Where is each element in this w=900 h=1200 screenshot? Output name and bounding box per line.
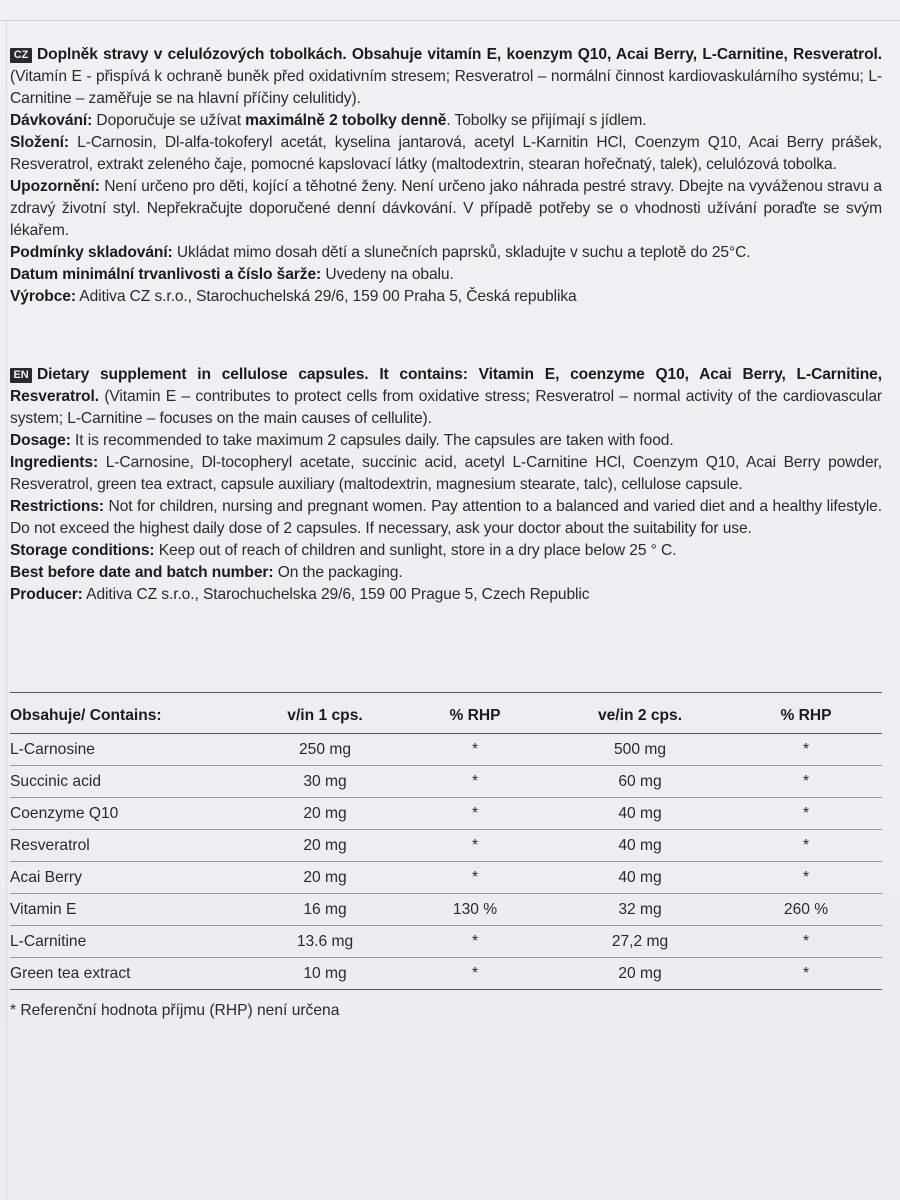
rhp-1-capsule: * [400, 734, 550, 766]
amount-1-capsule: 30 mg [250, 766, 400, 798]
rhp-2-capsules: * [730, 798, 882, 830]
rhp-1-capsule: 130 % [400, 894, 550, 926]
ingredient-name: Succinic acid [10, 766, 250, 798]
table-row [10, 958, 882, 990]
ingredient-name: Resveratrol [10, 830, 250, 862]
ingredient-name: Green tea extract [10, 958, 250, 990]
table-row [10, 894, 882, 926]
ingredient-name: Acai Berry [10, 862, 250, 894]
cz-expiry [10, 264, 882, 286]
en-flag-icon: EN [10, 368, 32, 383]
en-expiry-label: Best before date and batch number: [10, 564, 274, 581]
cz-producer-text: Aditiva CZ s.r.o., Starochuchelská 29/6, 159 00 Praha 5, Česká republika [75, 288, 577, 305]
ingredient-name: Coenzyme Q10 [10, 798, 250, 830]
table-row [10, 798, 882, 830]
amount-1-capsule: 16 mg [250, 894, 400, 926]
label-top-edge [0, 20, 900, 21]
english-section [10, 364, 882, 606]
czech-section [10, 44, 882, 308]
en-dosage-label: Dosage: [10, 432, 71, 449]
en-storage-label: Storage conditions: [10, 542, 155, 559]
amount-1-capsule: 250 mg [250, 734, 400, 766]
table-header-row [10, 703, 882, 734]
en-restrictions [10, 496, 882, 540]
en-ingredients [10, 452, 882, 496]
rhp-1-capsule: * [400, 958, 550, 990]
en-intro-heading: Dietary supplement in cellulose capsules. It contains: Vitamin E, coenzyme Q10, Acai Berry, L-Carnitine, Resveratrol. [10, 366, 882, 405]
en-dosage [10, 430, 882, 452]
amount-1-capsule: 20 mg [250, 830, 400, 862]
en-storage [10, 540, 882, 562]
composition-table-container [10, 692, 882, 990]
amount-2-capsules: 40 mg [550, 798, 730, 830]
en-restrictions-label: Restrictions: [10, 498, 105, 515]
table-row [10, 862, 882, 894]
cz-dosage-label: Dávkování: [10, 112, 93, 129]
cz-dosage-text-end: . Tobolky se přijímají s jídlem. [446, 112, 647, 129]
cz-dosage-emphasis: maximálně 2 tobolky denně [245, 112, 447, 129]
header-contains: Obsahuje/ Contains: [10, 703, 250, 734]
en-ingredients-text: L-Carnosine, Dl-tocopheryl acetate, succinic acid, acetyl L-Carnitine HCl, Coenzym Q10, Acai Berry powder, Resveratrol, green tea extract, capsule auxiliary (maltodextrin, magnesium stearate, talc), cellulose capsule. [10, 454, 882, 493]
cz-dosage-text: Doporučuje se užívat [92, 112, 246, 129]
rhp-1-capsule: * [400, 926, 550, 958]
amount-2-capsules: 40 mg [550, 862, 730, 894]
cz-intro-text: (Vitamín E - přispívá k ochraně buněk před oxidativním stresem; Resveratrol – normální činnost kardiovaskulárního systému; L-Carnitine – zaměřuje se na hlavní příčiny celulitidy). [10, 68, 882, 107]
table-row [10, 766, 882, 798]
rhp-2-capsules: * [730, 958, 882, 990]
cz-warning [10, 176, 882, 242]
amount-1-capsule: 20 mg [250, 862, 400, 894]
cz-flag-icon: CZ [10, 48, 32, 63]
composition-table [10, 703, 882, 990]
ingredient-name: Vitamin E [10, 894, 250, 926]
rhp-2-capsules: * [730, 734, 882, 766]
cz-warning-label: Upozornění: [10, 178, 100, 195]
cz-producer [10, 286, 882, 308]
rhp-1-capsule: * [400, 798, 550, 830]
label-left-edge [6, 20, 7, 1200]
en-ingredients-label: Ingredients: [10, 454, 99, 471]
amount-1-capsule: 10 mg [250, 958, 400, 990]
cz-ingredients [10, 132, 882, 176]
cz-storage-label: Podmínky skladování: [10, 244, 173, 261]
ingredient-name: L-Carnitine [10, 926, 250, 958]
header-rhp-1: % RHP [400, 703, 550, 734]
en-intro [10, 364, 882, 430]
amount-2-capsules: 32 mg [550, 894, 730, 926]
cz-producer-label: Výrobce: [10, 288, 76, 305]
rhp-2-capsules: * [730, 766, 882, 798]
cz-warning-text: Není určeno pro děti, kojící a těhotné ženy. Není určeno jako náhrada pestré stravy. Dbejte na vyváženou stravu a zdravý životní styl. Nepřekračujte doporučené denní dávkování. V případě potřeby se o vhodnosti užívání poraďte se svým lékařem. [10, 178, 882, 239]
amount-2-capsules: 500 mg [550, 734, 730, 766]
cz-intro-heading: Doplněk stravy v celulózových tobolkách. Obsahuje vitamín E, koenzym Q10, Acai Berry, L-Carnitine, Resveratrol. [37, 46, 882, 63]
en-restrictions-text: Not for children, nursing and pregnant women. Pay attention to a balanced and varied diet and a healthy lifestyle. Do not exceed the highest daily dose of 2 capsules. If necessary, ask your doctor about the suitability for use. [10, 498, 882, 537]
table-top-divider [10, 692, 882, 693]
en-intro-text: (Vitamin E – contributes to protect cells from oxidative stress; Resveratrol – normal activity of the cardiovascular system; L-Carnitine – focuses on the main causes of cellulite). [10, 388, 882, 427]
rhp-2-capsules: * [730, 862, 882, 894]
cz-dosage [10, 110, 882, 132]
cz-expiry-label: Datum minimální trvanlivosti a číslo šarže: [10, 266, 322, 283]
en-producer-text: Aditiva CZ s.r.o., Starochuchelska 29/6, 159 00 Prague 5, Czech Republic [82, 586, 590, 603]
rhp-2-capsules: 260 % [730, 894, 882, 926]
cz-ingredients-text: L-Carnosin, Dl-alfa-tokoferyl acetát, kyselina jantarová, acetyl L-Karnitin HCl, Coenzym Q10, Acai Berry prášek, Resveratrol, extrakt zeleného čaje, pomocné kapslovací látky (maltodextrin, stearan hořečnatý, talek), celulózová tobolka. [10, 134, 882, 173]
en-dosage-text: It is recommended to take maximum 2 capsules daily. The capsules are taken with food. [70, 432, 674, 449]
en-producer-label: Producer: [10, 586, 83, 603]
table-row [10, 830, 882, 862]
en-storage-text: Keep out of reach of children and sunlight, store in a dry place below 25 ° C. [154, 542, 677, 559]
cz-expiry-text: Uvedeny na obalu. [321, 266, 454, 283]
header-per-2-capsules: ve/in 2 cps. [550, 703, 730, 734]
ingredient-name: L-Carnosine [10, 734, 250, 766]
cz-ingredients-label: Složení: [10, 134, 69, 151]
amount-2-capsules: 40 mg [550, 830, 730, 862]
amount-2-capsules: 20 mg [550, 958, 730, 990]
table-row [10, 926, 882, 958]
en-expiry-text: On the packaging. [273, 564, 403, 581]
table-row [10, 734, 882, 766]
header-rhp-2: % RHP [730, 703, 882, 734]
amount-1-capsule: 20 mg [250, 798, 400, 830]
amount-2-capsules: 27,2 mg [550, 926, 730, 958]
rhp-1-capsule: * [400, 830, 550, 862]
rhp-1-capsule: * [400, 766, 550, 798]
amount-1-capsule: 13.6 mg [250, 926, 400, 958]
en-expiry [10, 562, 882, 584]
amount-2-capsules: 60 mg [550, 766, 730, 798]
rhp-2-capsules: * [730, 926, 882, 958]
cz-storage [10, 242, 882, 264]
header-per-1-capsule: v/in 1 cps. [250, 703, 400, 734]
en-producer [10, 584, 882, 606]
cz-intro [10, 44, 882, 110]
rhp-1-capsule: * [400, 862, 550, 894]
rhp-2-capsules: * [730, 830, 882, 862]
rhp-footnote: * Referenční hodnota příjmu (RHP) není určena [10, 1002, 340, 1019]
cz-storage-text: Ukládat mimo dosah dětí a slunečních paprsků, skladujte v suchu a teplotě do 25°C. [172, 244, 751, 261]
